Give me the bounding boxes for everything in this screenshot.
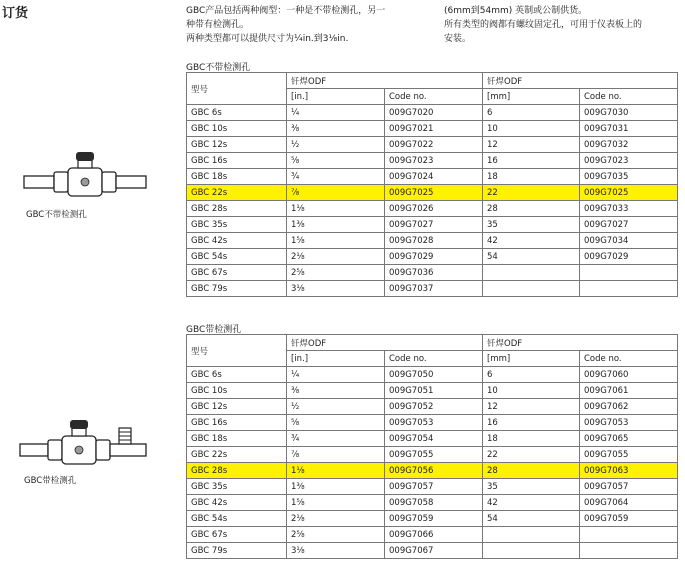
cell-odf-in: ¼ — [287, 105, 385, 121]
header-odf-mm: 钎焊ODF — [483, 73, 678, 89]
cell-code-in: 009G7056 — [385, 463, 483, 479]
table-row — [187, 265, 678, 281]
cell-code-in: 009G7026 — [385, 201, 483, 217]
cell-odf-mm: 6 — [483, 105, 580, 121]
cell-code-in: 009G7027 — [385, 217, 483, 233]
valve-no-port-icon — [22, 150, 152, 202]
cell-model: GBC 42s — [187, 233, 287, 249]
cell-code-mm: 009G7057 — [580, 479, 678, 495]
table-row — [187, 495, 678, 511]
cell-model: GBC 16s — [187, 153, 287, 169]
cell-odf-mm: 18 — [483, 169, 580, 185]
cell-odf-mm — [483, 543, 580, 559]
cell-odf-mm — [483, 265, 580, 281]
cell-code-in: 009G7037 — [385, 281, 483, 297]
cell-code-in: 009G7051 — [385, 383, 483, 399]
cell-code-mm: 009G7059 — [580, 511, 678, 527]
cell-code-in: 009G7023 — [385, 153, 483, 169]
intro-line: 种带有检测孔。 — [186, 20, 250, 30]
cell-code-in: 009G7066 — [385, 527, 483, 543]
cell-model: GBC 16s — [187, 415, 287, 431]
cell-odf-in: ¾ — [287, 431, 385, 447]
intro-right — [444, 4, 684, 46]
cell-code-mm: 009G7027 — [580, 217, 678, 233]
header-unit-mm: [mm] — [483, 351, 580, 367]
intro-line: 两种类型都可以提供尺寸为¼in.到3⅛in. — [186, 34, 349, 44]
cell-code-in: 009G7054 — [385, 431, 483, 447]
table-no-port — [186, 72, 678, 297]
cell-code-mm: 009G7060 — [580, 367, 678, 383]
cell-model: GBC 22s — [187, 447, 287, 463]
cell-model: GBC 35s — [187, 479, 287, 495]
table-row — [187, 201, 678, 217]
cell-odf-mm: 42 — [483, 233, 580, 249]
table-row — [187, 249, 678, 265]
header-code-in: Code no. — [385, 351, 483, 367]
table-row — [187, 121, 678, 137]
header-unit-in: [in.] — [287, 351, 385, 367]
cell-odf-mm: 54 — [483, 249, 580, 265]
cell-odf-in: ⅞ — [287, 185, 385, 201]
cell-model: GBC 12s — [187, 399, 287, 415]
table-row — [187, 105, 678, 121]
cell-code-mm — [580, 265, 678, 281]
cell-odf-in: 2⅝ — [287, 265, 385, 281]
cell-code-mm — [580, 281, 678, 297]
table-row — [187, 431, 678, 447]
cell-odf-mm: 10 — [483, 121, 580, 137]
cell-model: GBC 54s — [187, 249, 287, 265]
cell-odf-mm: 35 — [483, 479, 580, 495]
cell-odf-in: ⅝ — [287, 415, 385, 431]
cell-odf-mm: 28 — [483, 201, 580, 217]
valve-with-port-caption: GBC带检测孔 — [24, 476, 77, 486]
cell-code-mm: 009G7061 — [580, 383, 678, 399]
table-row — [187, 511, 678, 527]
cell-code-in: 009G7058 — [385, 495, 483, 511]
table-row — [187, 447, 678, 463]
cell-code-mm: 009G7064 — [580, 495, 678, 511]
cell-code-mm: 009G7033 — [580, 201, 678, 217]
cell-odf-in: 2⅝ — [287, 527, 385, 543]
cell-model: GBC 42s — [187, 495, 287, 511]
cell-model: GBC 6s — [187, 367, 287, 383]
section-title-with-port: GBC带检测孔 — [186, 325, 242, 335]
cell-model: GBC 28s — [187, 463, 287, 479]
cell-odf-mm: 10 — [483, 383, 580, 399]
cell-odf-in: 3⅛ — [287, 281, 385, 297]
valve-with-port-icon — [18, 418, 153, 470]
cell-odf-in: 1⅝ — [287, 495, 385, 511]
cell-code-mm: 009G7029 — [580, 249, 678, 265]
cell-model: GBC 79s — [187, 543, 287, 559]
cell-code-mm — [580, 543, 678, 559]
cell-model: GBC 67s — [187, 527, 287, 543]
table-row — [187, 137, 678, 153]
cell-code-in: 009G7057 — [385, 479, 483, 495]
header-model: 型号 — [187, 73, 287, 105]
cell-code-in: 009G7036 — [385, 265, 483, 281]
section-title-no-port: GBC不带检测孔 — [186, 63, 251, 73]
table-row — [187, 169, 678, 185]
table-row — [187, 527, 678, 543]
cell-code-mm: 009G7035 — [580, 169, 678, 185]
cell-model: GBC 10s — [187, 121, 287, 137]
cell-code-in: 009G7020 — [385, 105, 483, 121]
cell-odf-in: 3⅛ — [287, 543, 385, 559]
header-odf-mm: 钎焊ODF — [483, 335, 678, 351]
cell-model: GBC 79s — [187, 281, 287, 297]
cell-odf-in: 1⅜ — [287, 479, 385, 495]
cell-code-mm: 009G7055 — [580, 447, 678, 463]
cell-code-mm: 009G7031 — [580, 121, 678, 137]
header-code-in: Code no. — [385, 89, 483, 105]
cell-model: GBC 22s — [187, 185, 287, 201]
cell-odf-in: ¼ — [287, 367, 385, 383]
cell-odf-mm: 54 — [483, 511, 580, 527]
cell-code-mm: 009G7032 — [580, 137, 678, 153]
cell-model: GBC 10s — [187, 383, 287, 399]
cell-code-mm: 009G7025 — [580, 185, 678, 201]
table-row — [187, 415, 678, 431]
cell-code-in: 009G7024 — [385, 169, 483, 185]
cell-odf-in: ⅝ — [287, 153, 385, 169]
cell-model: GBC 6s — [187, 105, 287, 121]
table-row — [187, 479, 678, 495]
valve-no-port-caption: GBC不带检测孔 — [26, 210, 87, 220]
cell-odf-in: 1⅜ — [287, 217, 385, 233]
cell-odf-in: ⅞ — [287, 447, 385, 463]
table-row — [187, 281, 678, 297]
cell-odf-mm: 28 — [483, 463, 580, 479]
cell-code-in: 009G7059 — [385, 511, 483, 527]
cell-code-in: 009G7067 — [385, 543, 483, 559]
cell-code-mm: 009G7062 — [580, 399, 678, 415]
cell-code-in: 009G7055 — [385, 447, 483, 463]
cell-odf-mm: 18 — [483, 431, 580, 447]
cell-model: GBC 12s — [187, 137, 287, 153]
header-unit-mm: [mm] — [483, 89, 580, 105]
cell-odf-mm: 22 — [483, 185, 580, 201]
intro-line: (6mm到54mm) 英制或公制供货。 — [444, 6, 588, 16]
table-row — [187, 463, 678, 479]
header-unit-in: [in.] — [287, 89, 385, 105]
table-row — [187, 217, 678, 233]
cell-code-mm: 009G7034 — [580, 233, 678, 249]
cell-code-in: 009G7022 — [385, 137, 483, 153]
table-row — [187, 233, 678, 249]
cell-odf-in: ½ — [287, 399, 385, 415]
cell-code-mm: 009G7065 — [580, 431, 678, 447]
cell-odf-mm — [483, 527, 580, 543]
cell-odf-in: ⅜ — [287, 121, 385, 137]
table-with-port — [186, 334, 678, 559]
cell-odf-in: 1⅛ — [287, 463, 385, 479]
cell-code-in: 009G7029 — [385, 249, 483, 265]
cell-odf-in: ⅜ — [287, 383, 385, 399]
cell-code-mm: 009G7030 — [580, 105, 678, 121]
header-odf-in: 钎焊ODF — [287, 73, 483, 89]
cell-odf-mm: 42 — [483, 495, 580, 511]
table-row — [187, 185, 678, 201]
cell-code-mm: 009G7053 — [580, 415, 678, 431]
table-row — [187, 383, 678, 399]
intro-left — [186, 4, 438, 46]
cell-model: GBC 67s — [187, 265, 287, 281]
table-row — [187, 153, 678, 169]
cell-model: GBC 54s — [187, 511, 287, 527]
table-row — [187, 543, 678, 559]
header-odf-in: 钎焊ODF — [287, 335, 483, 351]
cell-odf-mm: 12 — [483, 137, 580, 153]
cell-odf-in: 2⅛ — [287, 249, 385, 265]
intro-line: 所有类型的阀都有螺纹固定孔，可用于仪表板上的 — [444, 20, 643, 30]
cell-odf-in: 1⅛ — [287, 201, 385, 217]
cell-code-in: 009G7021 — [385, 121, 483, 137]
cell-model: GBC 28s — [187, 201, 287, 217]
cell-odf-mm: 12 — [483, 399, 580, 415]
cell-odf-in: ¾ — [287, 169, 385, 185]
cell-odf-mm — [483, 281, 580, 297]
cell-code-mm: 009G7023 — [580, 153, 678, 169]
cell-code-mm — [580, 527, 678, 543]
cell-odf-mm: 16 — [483, 415, 580, 431]
cell-model: GBC 18s — [187, 431, 287, 447]
intro-line: 安装。 — [444, 34, 472, 44]
intro-line: GBC产品包括两种阀型：一种是不带检测孔，另一 — [186, 6, 386, 16]
cell-code-in: 009G7050 — [385, 367, 483, 383]
cell-code-in: 009G7052 — [385, 399, 483, 415]
cell-odf-in: 2⅛ — [287, 511, 385, 527]
cell-code-in: 009G7053 — [385, 415, 483, 431]
cell-odf-in: 1⅝ — [287, 233, 385, 249]
page-title: 订货 — [2, 6, 29, 21]
cell-model: GBC 18s — [187, 169, 287, 185]
cell-code-mm: 009G7063 — [580, 463, 678, 479]
header-code-mm: Code no. — [580, 351, 678, 367]
table-row — [187, 367, 678, 383]
cell-code-in: 009G7028 — [385, 233, 483, 249]
cell-odf-mm: 35 — [483, 217, 580, 233]
cell-odf-in: ½ — [287, 137, 385, 153]
header-code-mm: Code no. — [580, 89, 678, 105]
table-row — [187, 399, 678, 415]
cell-odf-mm: 16 — [483, 153, 580, 169]
cell-odf-mm: 6 — [483, 367, 580, 383]
cell-odf-mm: 22 — [483, 447, 580, 463]
header-model: 型号 — [187, 335, 287, 367]
cell-code-in: 009G7025 — [385, 185, 483, 201]
cell-model: GBC 35s — [187, 217, 287, 233]
